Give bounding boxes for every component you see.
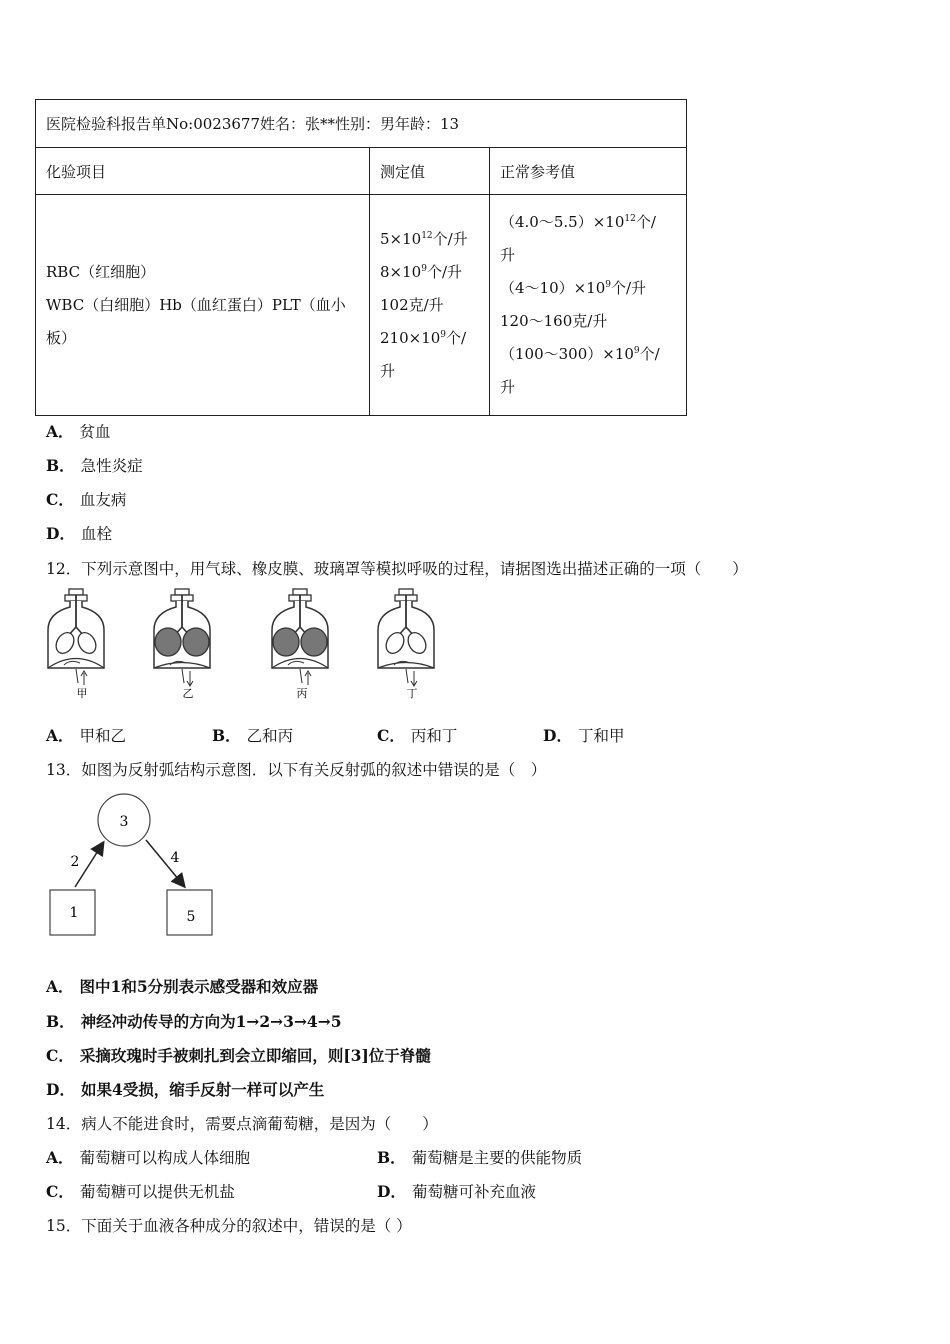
col-value-header: 测定值 — [370, 148, 490, 195]
label-ding: 丁 — [406, 687, 418, 700]
q14-stem: 14．病人不能进食时，需要点滴葡萄糖，是因为（ ） — [46, 1115, 438, 1133]
values-cell — [370, 195, 490, 416]
value-rbc: $5\times 10^{12}$个/升 — [380, 229, 468, 248]
q13-option-b[interactable]: B． 神经冲动传导的方向为1→2→3→4→5 — [46, 1012, 342, 1031]
item-line: WBC（白细胞）Hb（血红蛋白）PLT（血小 — [46, 295, 346, 314]
q12-option-c[interactable]: C． 丙和丁 — [377, 726, 458, 745]
q13-stem: 13．如图为反射弧结构示意图．以下有关反射弧的叙述中错误的是（ ） — [46, 761, 547, 779]
jar-jia — [48, 589, 104, 685]
value-hb: 102克/升 — [380, 295, 444, 314]
node-2-label: 2 — [70, 854, 80, 870]
q14-option-a[interactable]: A． 葡萄糖可以构成人体细胞 — [46, 1148, 251, 1167]
reflex-arc-diagram — [40, 790, 240, 945]
node-1-label: 1 — [69, 905, 79, 921]
q11-option-c[interactable]: C． 血友病 — [46, 490, 127, 509]
q13-option-d[interactable]: D． 如果4受损，缩手反射一样可以产生 — [46, 1080, 325, 1099]
q11-option-a[interactable]: A． 贫血 — [46, 422, 111, 441]
q15-stem: 15．下面关于血液各种成分的叙述中，错误的是（ ） — [46, 1217, 412, 1235]
q13-option-c[interactable]: C． 采摘玫瑰时手被刺扎到会立即缩回，则[3]位于脊髓 — [46, 1046, 431, 1065]
value-wbc: $8\times 10^9$个/升 — [380, 262, 462, 281]
refs-cell — [490, 195, 687, 416]
q12-option-d[interactable]: D． 丁和甲 — [543, 726, 625, 745]
q14-option-b[interactable]: B． 葡萄糖是主要的供能物质 — [377, 1148, 583, 1167]
q12-option-b[interactable]: B． 乙和丙 — [212, 726, 294, 745]
col-item-header: 化验项目 — [36, 148, 370, 195]
ref-rbc-tail: 升 — [500, 246, 516, 264]
q11-option-d[interactable]: D． 血栓 — [46, 524, 112, 543]
jar-bing — [272, 589, 328, 685]
q14-option-c[interactable]: C． 葡萄糖可以提供无机盐 — [46, 1182, 235, 1201]
jar-ding — [378, 589, 434, 686]
item-line: 板） — [46, 328, 77, 347]
label-jia: 甲 — [76, 687, 88, 700]
node-4-label: 4 — [170, 850, 180, 866]
label-bing: 丙 — [296, 687, 308, 700]
report-header: 医院检验科报告单No:0023677姓名：张**性别：男年龄：13 — [36, 100, 687, 148]
q13-option-a[interactable]: A． 图中1和5分别表示感受器和效应器 — [46, 977, 319, 996]
ref-rbc: $(4.0\sim 5.5)\times 10^{12}$个/ — [500, 213, 656, 231]
node-3-label: 3 — [119, 814, 129, 830]
q12-stem: 12．下列示意图中，用气球、橡皮膜、玻璃罩等模拟呼吸的过程，请据图选出描述正确的一项（ ） — [46, 560, 748, 578]
q14-option-d[interactable]: D． 葡萄糖可补充血液 — [377, 1182, 536, 1201]
items-cell — [36, 195, 370, 416]
item-line: RBC（红细胞） — [46, 262, 156, 281]
value-plt: $210\times 10^9$个/ — [380, 328, 467, 347]
node-5-label: 5 — [186, 909, 196, 925]
value-plt-tail: 升 — [380, 361, 396, 380]
label-yi: 乙 — [182, 687, 194, 700]
breathing-model-figure — [40, 585, 460, 705]
q11-option-b[interactable]: B． 急性炎症 — [46, 456, 143, 475]
jar-yi — [154, 589, 210, 686]
lab-report-table — [35, 99, 687, 416]
ref-plt: $(100\sim 300)\times 10^9$个/ — [500, 345, 660, 363]
col-ref-header: 正常参考值 — [490, 148, 687, 195]
ref-hb: 120～160克/升 — [500, 312, 608, 330]
q12-option-a[interactable]: A． 甲和乙 — [46, 726, 127, 745]
ref-wbc: $(4\sim 10)\times 10^9$个/升 — [500, 279, 647, 297]
ref-plt-tail: 升 — [500, 378, 516, 396]
